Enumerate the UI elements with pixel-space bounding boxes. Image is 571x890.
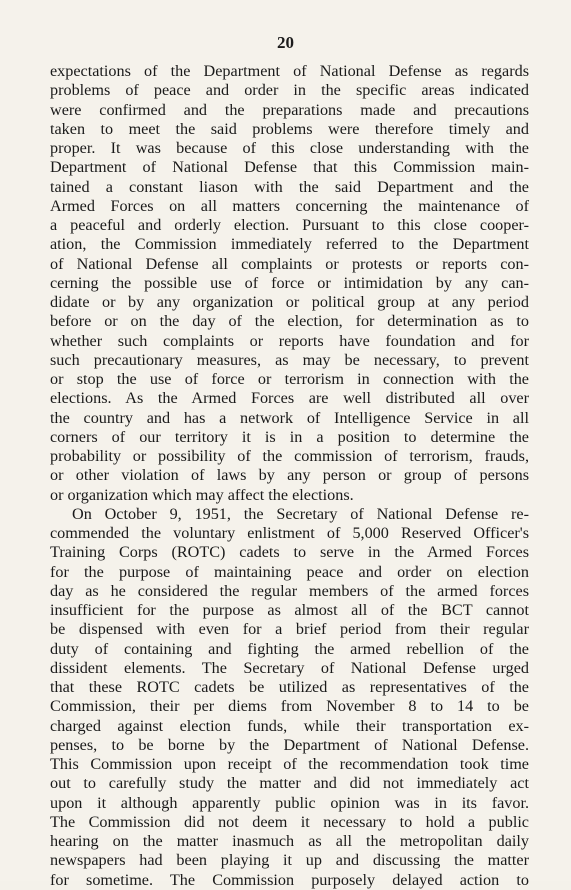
text-line: commended the voluntary enlistment of 5,000 Reserved Officer's: [50, 524, 529, 542]
text-line: such precautionary measures, as may be necessary, to prevent: [50, 350, 529, 369]
text-line: upon it although apparently public opinion was in its favor.: [50, 793, 529, 812]
text-line: ation, the Commission immediately referred to the Department: [50, 235, 529, 254]
text-line: be dispensed with even for a brief period from their regular: [50, 620, 529, 639]
text-line: out to carefully study the matter and did not immediately act: [50, 774, 529, 793]
text-line: Armed Forces on all matters concerning the maintenance of: [50, 196, 529, 215]
text-line: proper. It was because of this close understanding with the: [50, 139, 529, 157]
text-line: a peaceful and orderly election. Pursuant to this close cooper-: [50, 216, 529, 234]
text-line: didate or by any organization or political group at any period: [50, 293, 529, 311]
text-line: or other violation of laws by any person or group of persons: [50, 466, 529, 485]
text-line: corners of our territory it is in a position to determine the: [50, 427, 529, 446]
text-line: Commission, their per diems from November 8 to 14 to be: [50, 697, 529, 716]
text-line: of National Defense all complaints or protests or reports con-: [50, 254, 529, 273]
text-line: insufficient for the purpose as almost all of the BCT cannot: [50, 601, 529, 619]
text-line: newspapers had been playing it up and discussing the matter: [50, 851, 529, 870]
body-text: [50, 62, 529, 890]
text-line: for sometime. The Commission purposely delayed action to: [50, 870, 529, 889]
text-line: were confirmed and the preparations made and precautions: [50, 100, 529, 119]
text-line: The Commission did not deem it necessary to hold a public: [50, 812, 529, 831]
text-line: cerning the possible use of force or intimidation by any can-: [50, 273, 529, 292]
text-line: hearing on the matter inasmuch as all the metropolitan daily: [50, 832, 529, 850]
text-line: whether such complaints or reports have foundation and for: [50, 331, 529, 350]
text-line: charged against election funds, while their transportation ex-: [50, 716, 529, 735]
text-line: On October 9, 1951, the Secretary of National Defense re-: [72, 504, 529, 523]
text-line: tained a constant liason with the said Department and the: [50, 177, 529, 196]
text-line: Training Corps (ROTC) cadets to serve in the Armed Forces: [50, 543, 529, 562]
text-line: Department of National Defense that this Commission main-: [50, 158, 529, 177]
text-line: before or on the day of the election, for determination as to: [50, 312, 529, 331]
text-line: the country and has a network of Intelligence Service in all: [50, 408, 529, 427]
text-line: problems of peace and order in the specific areas indicated: [50, 81, 529, 100]
text-line: expectations of the Department of National Defense as regards: [50, 62, 529, 80]
text-line: elections. As the Armed Forces are well distributed all over: [50, 389, 529, 408]
page-number: 20: [277, 33, 294, 52]
text-line: for the purpose of maintaining peace and order on election: [50, 562, 529, 581]
text-line: penses, to be borne by the Department of National Defense.: [50, 735, 529, 754]
text-line: duty of containing and fighting the armed rebellion of the: [50, 639, 529, 658]
text-line: dissident elements. The Secretary of National Defense urged: [50, 658, 529, 677]
text-line: probability or possibility of the commission of terrorism, frauds,: [50, 447, 529, 465]
text-line: taken to meet the said problems were therefore timely and: [50, 119, 529, 138]
text-line: This Commission upon receipt of the recommendation took time: [50, 755, 529, 773]
text-line: day as he considered the regular members of the armed forces: [50, 581, 529, 600]
text-line: or stop the use of force or terrorism in connection with the: [50, 370, 529, 388]
text-line: or organization which may affect the elections.: [50, 485, 354, 504]
text-line: that these ROTC cadets be utilized as representatives of the: [50, 678, 529, 696]
